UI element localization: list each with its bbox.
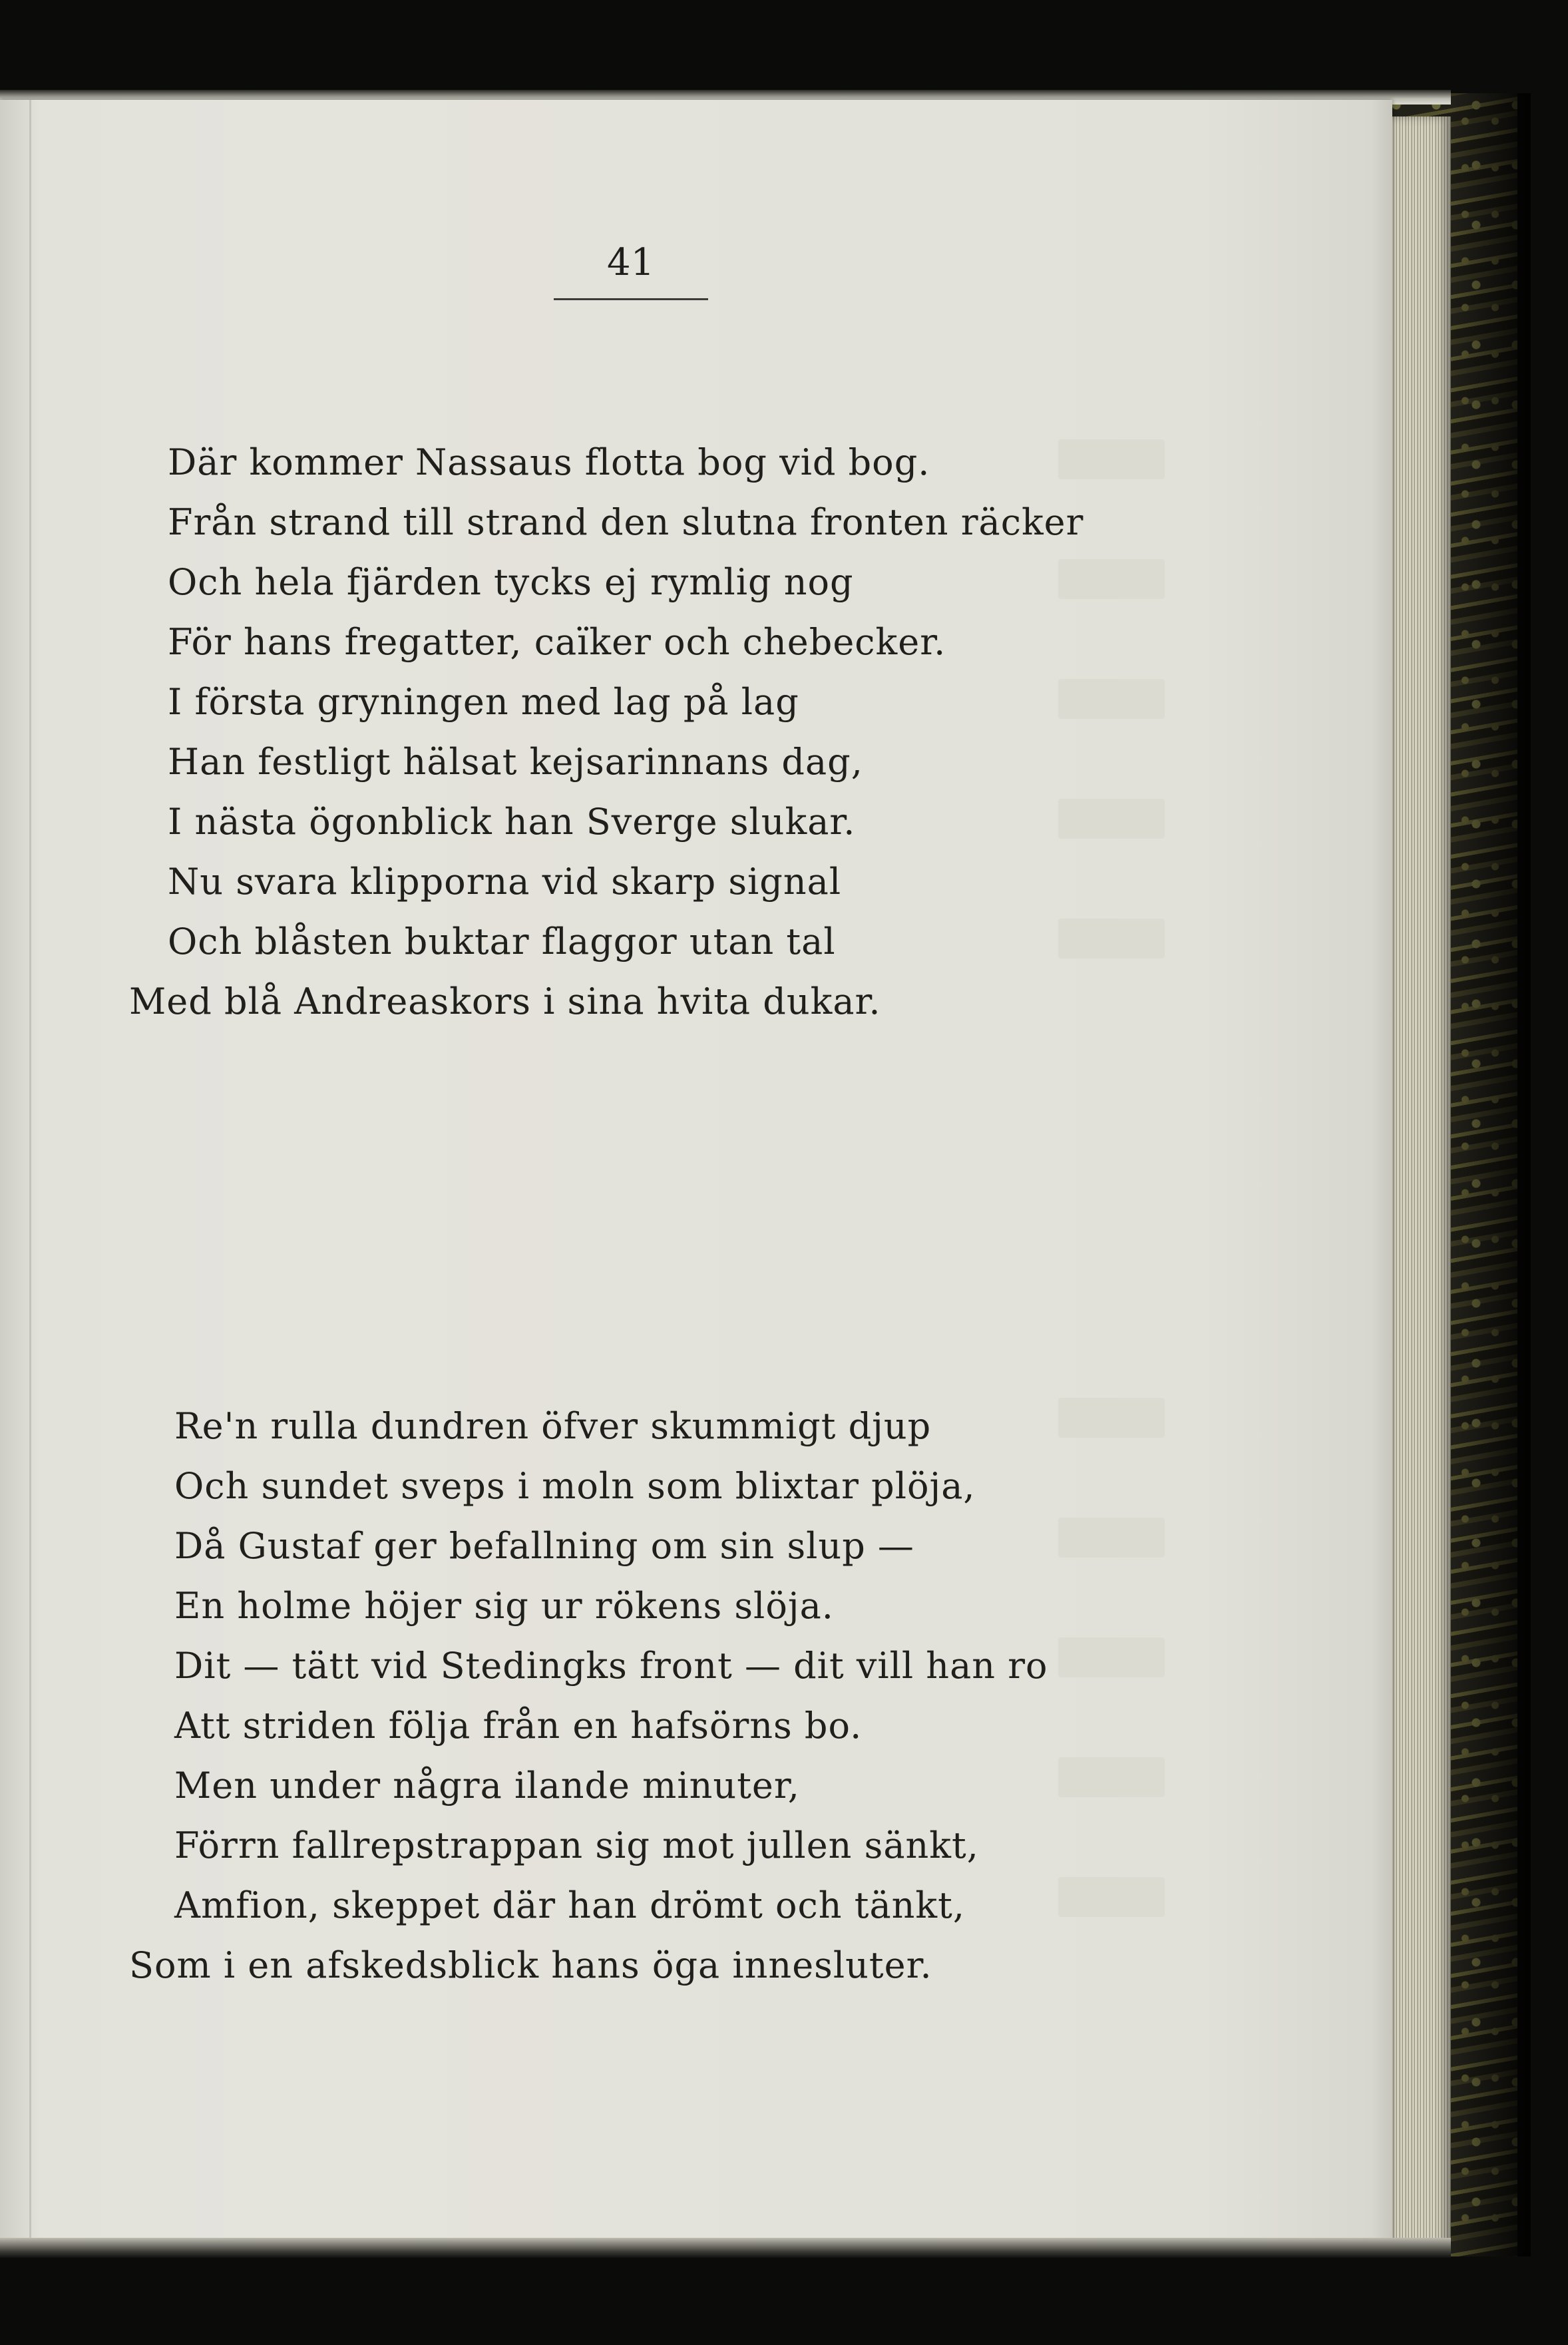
verse-line: Amfion, skeppet där han drömt och tänkt,	[174, 1884, 966, 1926]
verse-line: Att striden följa från en hafsörns bo.	[174, 1705, 863, 1747]
page-bottom-edge	[0, 2238, 1451, 2258]
verse-line: Nu svara klipporna vid skarp signal	[168, 861, 842, 903]
page-number: 41	[607, 241, 655, 284]
verse-line: Med blå Andreaskors i sina hvita dukar.	[129, 980, 881, 1022]
show-through	[1058, 1398, 1165, 1438]
verse-line: Där kommer Nassaus flotta bog vid bog.	[168, 441, 930, 483]
verse-line: För hans fregatter, caïker och chebecker.	[168, 621, 946, 663]
show-through	[1058, 1518, 1165, 1558]
verse-line: Förrn fallrepstrappan sig mot jullen sänkt,	[174, 1824, 979, 1866]
verse-line: Men under några ilande minuter,	[174, 1765, 800, 1807]
show-through	[1058, 679, 1165, 719]
gutter-line	[29, 100, 31, 2240]
show-through	[1058, 1877, 1165, 1917]
verse-line: Re'n rulla dundren öfver skummigt djup	[174, 1405, 932, 1447]
verse-line: Han festligt hälsat kejsarinnans dag,	[168, 741, 863, 783]
show-through	[1058, 1757, 1165, 1797]
verse-line: I första gryningen med lag på lag	[168, 681, 799, 723]
verse-line: Då Gustaf ger befallning om sin slup —	[174, 1525, 914, 1567]
show-through	[1058, 799, 1165, 839]
verse-line: I nästa ögonblick han Sverge slukar.	[168, 801, 856, 843]
verse-line: Dit — tätt vid Stedingks front — dit vill han ro	[174, 1645, 1048, 1687]
page-number-rule	[554, 298, 708, 300]
show-through	[1058, 439, 1165, 479]
verse-line: Från strand till strand den slutna fronten räcker	[168, 501, 1084, 543]
show-through	[1058, 559, 1165, 599]
show-through	[1058, 919, 1165, 959]
cover-shadow	[1451, 93, 1531, 2256]
verse-line: Som i en afskedsblick hans öga innesluter.	[129, 1944, 932, 1986]
verse-line: Och hela fjärden tycks ej rymlig nog	[168, 561, 854, 603]
verse-line: Och blåsten buktar flaggor utan tal	[168, 921, 836, 962]
verse-line: Och sundet sveps i moln som blixtar plöja,	[174, 1465, 976, 1507]
verse-line: En holme höjer sig ur rökens slöja.	[174, 1585, 834, 1627]
show-through	[1058, 1637, 1165, 1677]
page-edges	[1391, 116, 1451, 2250]
